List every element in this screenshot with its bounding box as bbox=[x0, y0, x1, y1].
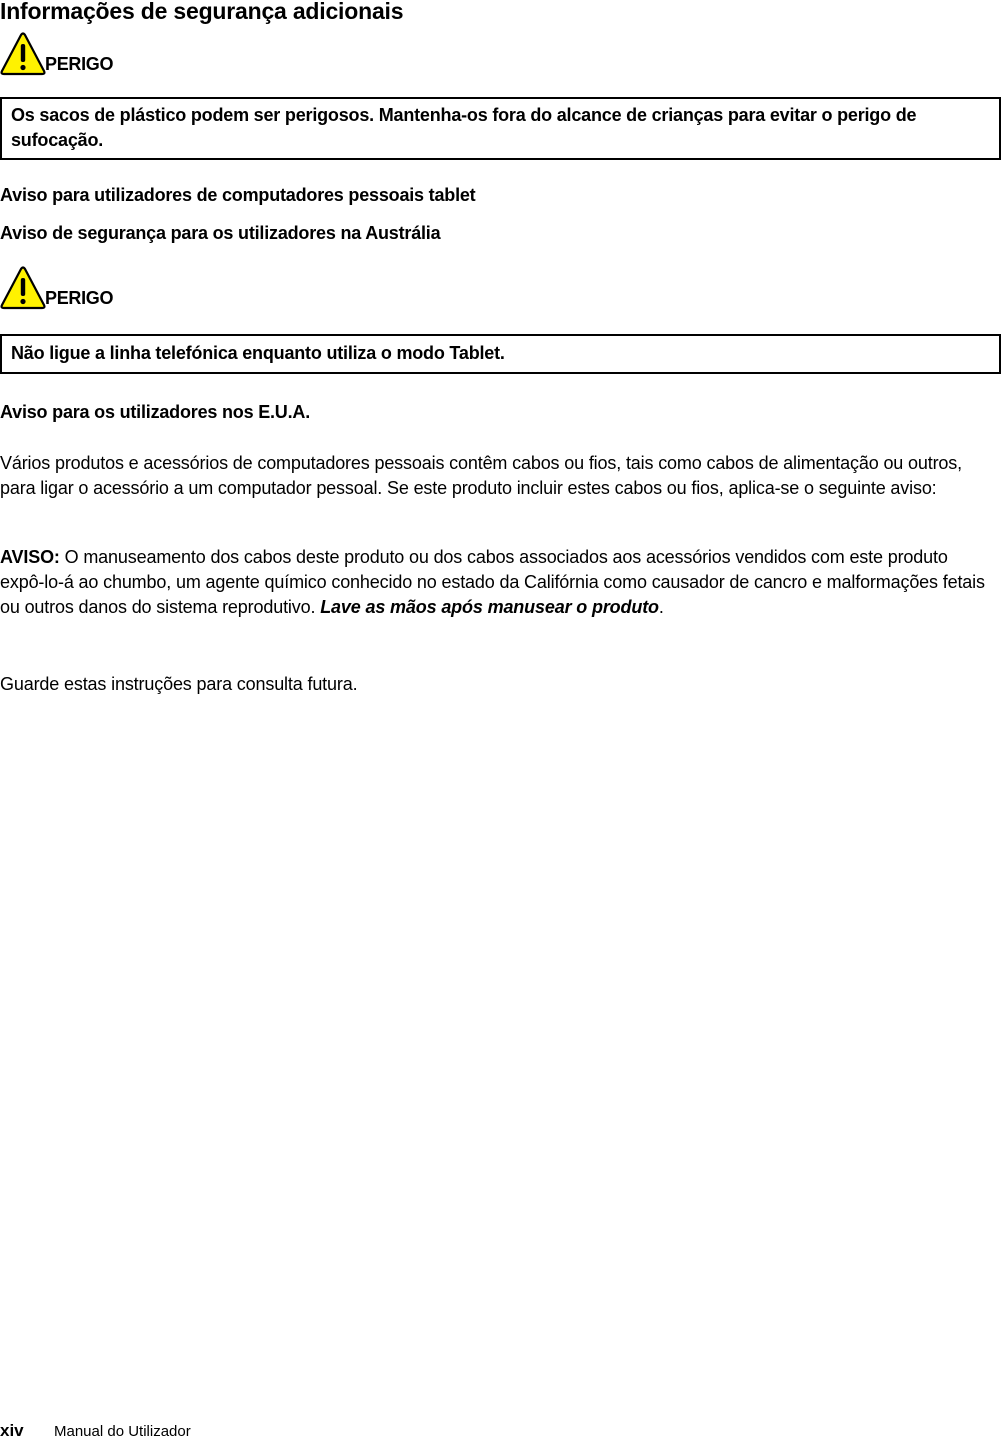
paragraph-keep bbox=[0, 672, 995, 697]
heading-tablet: Aviso para utilizadores de computadores pessoais tablet bbox=[0, 185, 476, 205]
danger-box-1 bbox=[0, 97, 1001, 160]
notice-emphasis: Lave as mãos após manusear o produto bbox=[320, 597, 659, 617]
manual-title: Manual do Utilizador bbox=[54, 1423, 191, 1440]
page-number: xiv bbox=[0, 1421, 24, 1440]
warning-triangle-icon bbox=[0, 32, 46, 78]
danger-box-2 bbox=[0, 334, 1001, 374]
notice-text: O manuseamento dos cabos deste produto ou dos cabos associados aos acessórios vendidos com este produto expô-lo-á ao chumbo, um agente químico conhecido no estado da Califórnia como causador de cancro e malformações fetais ou outros danos do sistema reprodutivo. bbox=[0, 547, 985, 617]
warning-triangle-icon bbox=[0, 266, 46, 312]
paragraph-products bbox=[0, 451, 995, 501]
page-title: Informações de segurança adicionais bbox=[0, 0, 404, 24]
danger-label: PERIGO bbox=[45, 54, 114, 74]
danger-text: Não ligue a linha telefónica enquanto utiliza o modo Tablet. bbox=[11, 343, 505, 363]
danger-label: PERIGO bbox=[45, 288, 114, 308]
danger-header-2 bbox=[0, 262, 113, 312]
danger-text: Os sacos de plástico podem ser perigosos. Mantenha-os fora do alcance de crianças para evitar o perigo de sufocação. bbox=[11, 105, 917, 150]
heading-usa: Aviso para os utilizadores nos E.U.A. bbox=[0, 402, 311, 422]
page-footer bbox=[0, 1422, 191, 1441]
notice-end: . bbox=[658, 597, 664, 617]
danger-header-1 bbox=[0, 28, 113, 78]
paragraph-notice bbox=[0, 545, 995, 620]
heading-australia: Aviso de segurança para os utilizadores na Austrália bbox=[0, 223, 441, 243]
notice-label: AVISO: bbox=[0, 547, 60, 567]
paragraph-products-text: Vários produtos e acessórios de computadores pessoais contêm cabos ou fios, tais como cabos de alimentação ou outros, para ligar o acessório a um computador pessoal. Se este produto incluir estes cabos ou fios, aplica-se o seguinte aviso: bbox=[0, 453, 962, 498]
paragraph-keep-text: Guarde estas instruções para consulta futura. bbox=[0, 674, 358, 694]
